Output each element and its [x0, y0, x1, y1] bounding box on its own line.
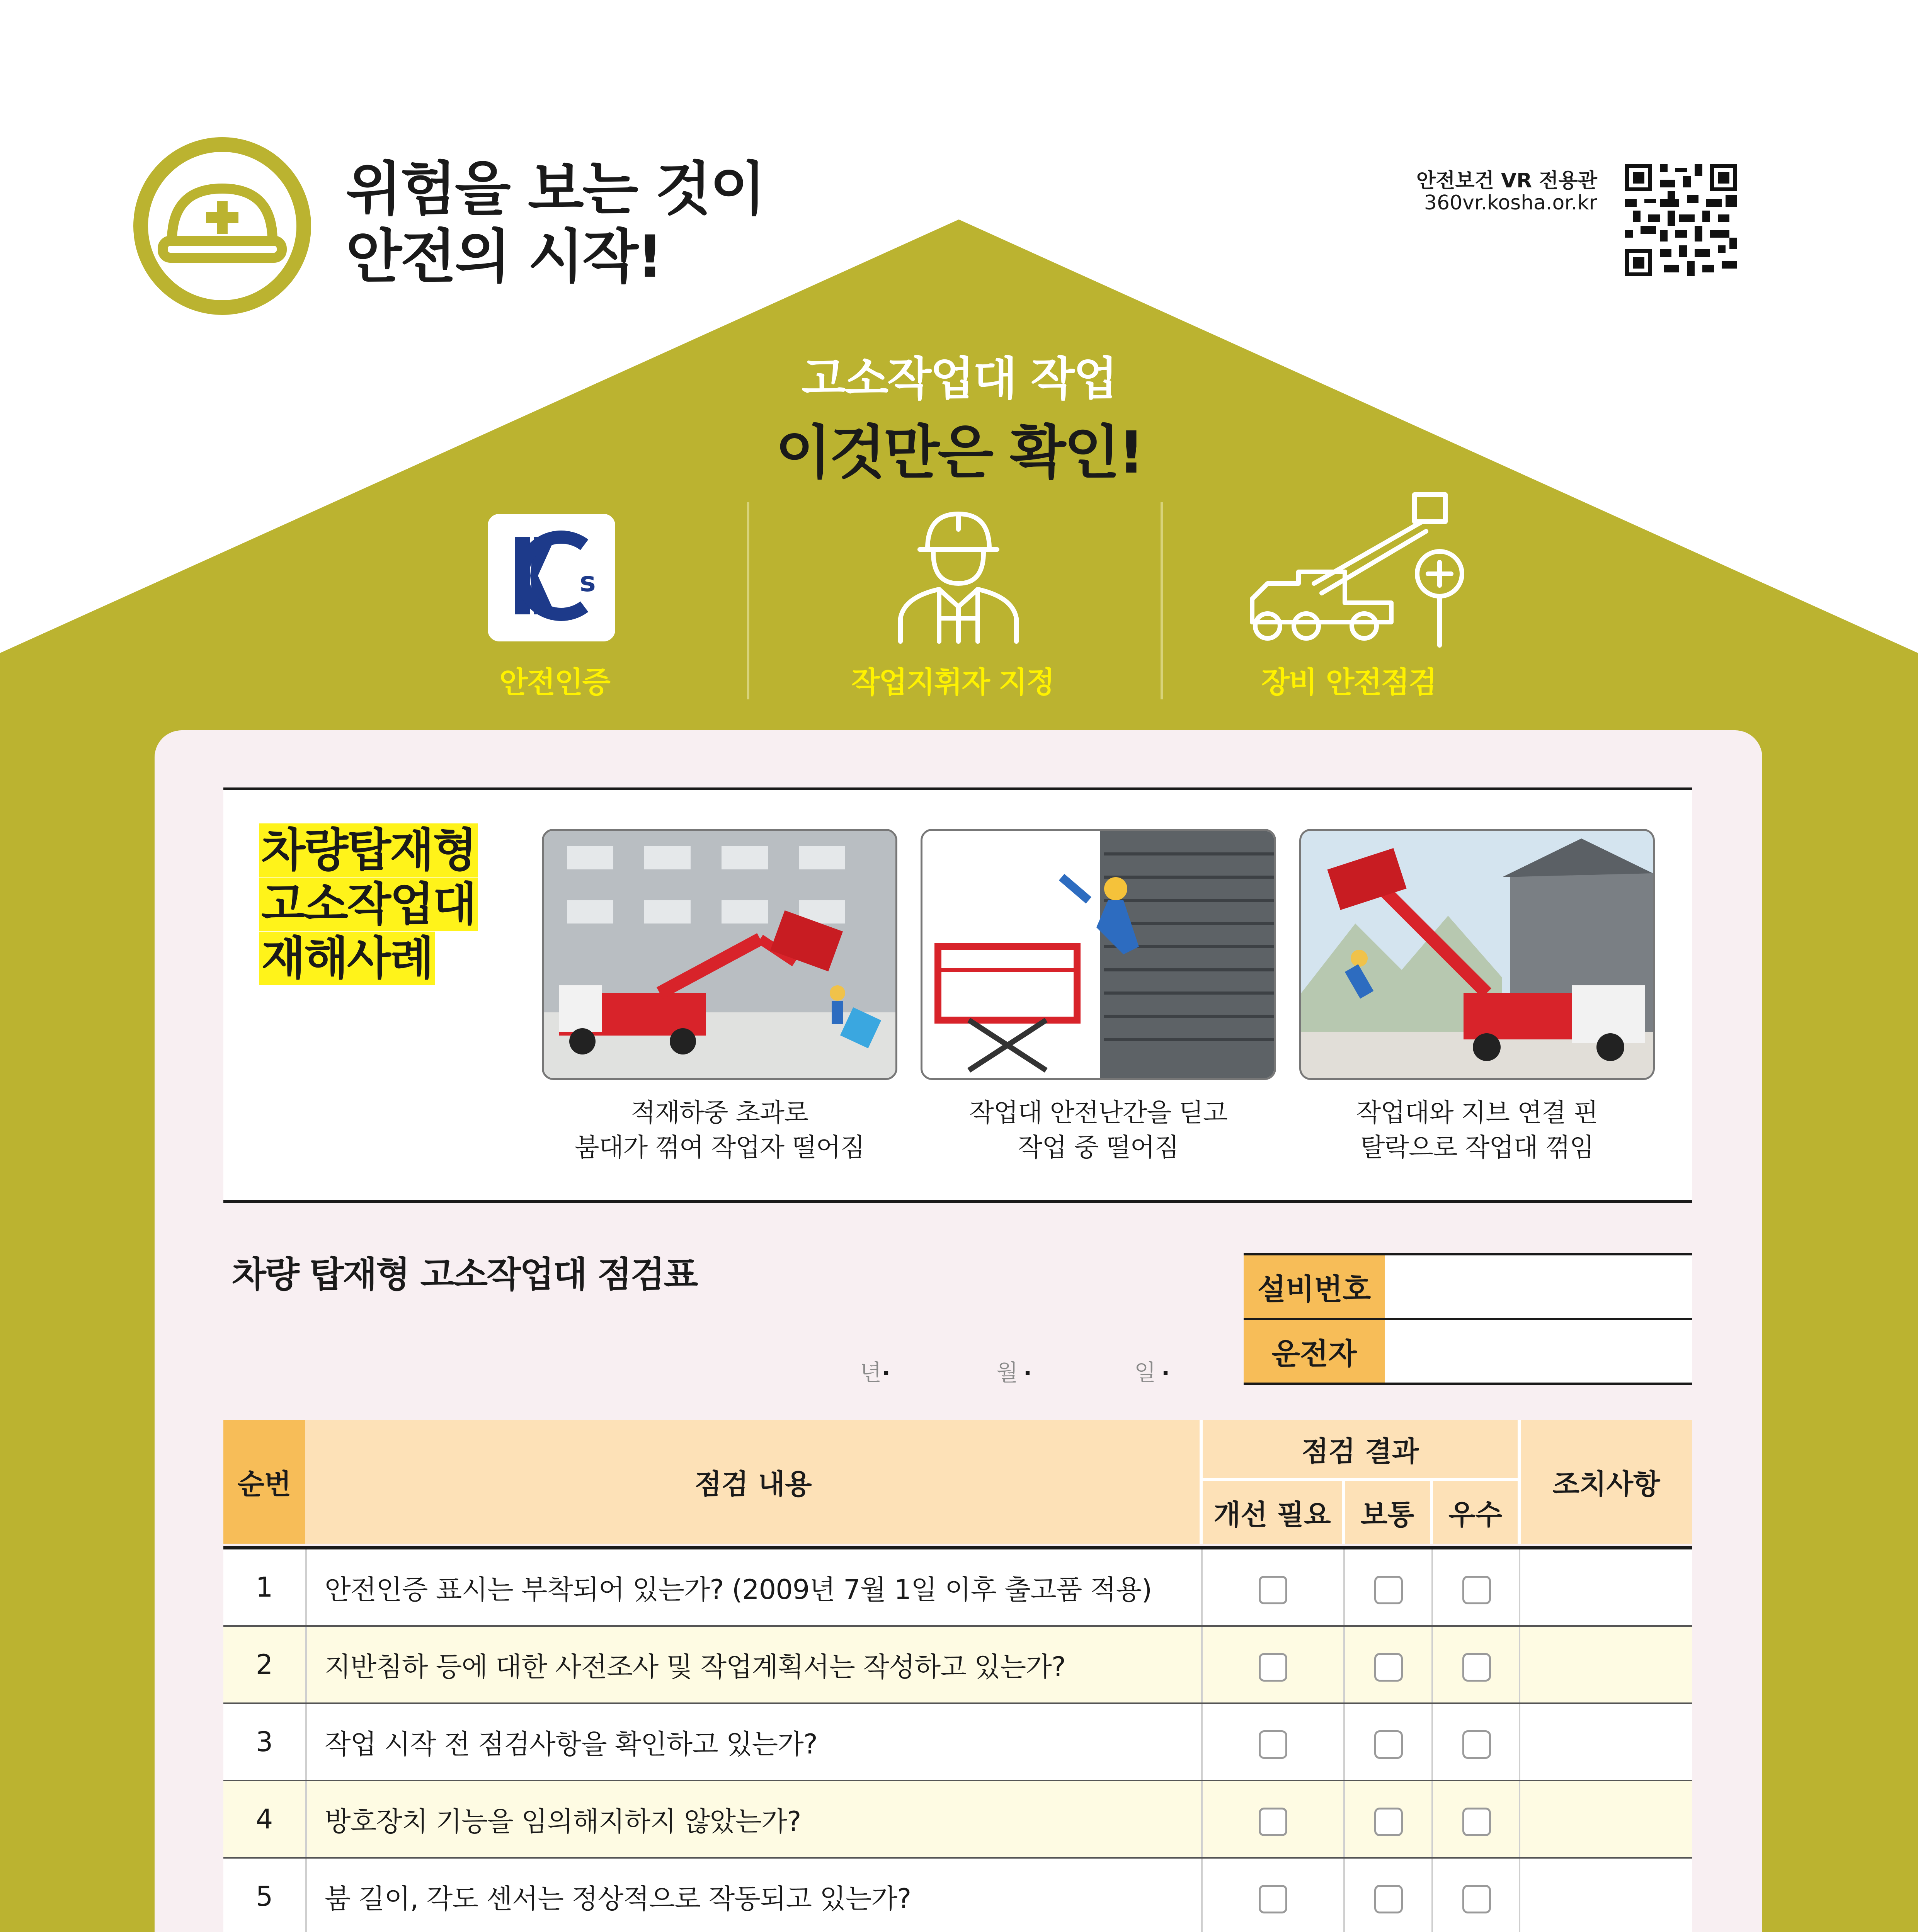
- row-number: 1: [255, 1571, 273, 1603]
- header-divider: [1203, 1478, 1518, 1481]
- row-check-item: 안전인증 표시는 부착되어 있는가? (2009년 7월 1일 이후 출고품 적용): [325, 1573, 1152, 1605]
- action-field[interactable]: [1522, 1781, 1692, 1857]
- column-divider: [1519, 1549, 1520, 1625]
- table-row: [223, 1704, 1692, 1781]
- column-divider: [1201, 1704, 1203, 1780]
- column-divider: [1431, 1859, 1433, 1932]
- column-divider: [1519, 1859, 1520, 1932]
- equipment-number-label: 설비번호: [1244, 1255, 1385, 1318]
- row-check-item: 방호장치 기능을 임의해지하지 않았는가?: [325, 1805, 801, 1837]
- checkbox-good[interactable]: [1462, 1808, 1491, 1836]
- action-field[interactable]: [1522, 1859, 1692, 1932]
- column-divider: [305, 1781, 307, 1857]
- column-divider: [1343, 1549, 1345, 1625]
- icon-label-certification: 안전인증: [499, 665, 610, 699]
- col-header-normal: 보통: [1360, 1498, 1414, 1531]
- kcs-certification-icon: [488, 514, 615, 641]
- case-caption-1: [507, 1095, 932, 1165]
- row-number: 3: [255, 1726, 273, 1758]
- column-divider: [305, 1704, 307, 1780]
- column-divider: [1431, 1704, 1433, 1780]
- checkbox-improve[interactable]: [1259, 1576, 1287, 1604]
- checkbox-good[interactable]: [1462, 1730, 1491, 1759]
- row-check-item: 작업 시작 전 점검사항을 확인하고 있는가?: [325, 1728, 817, 1760]
- row-number: 2: [255, 1649, 273, 1680]
- checklist-title: 차량 탑재형 고소작업대 점검표: [232, 1254, 697, 1295]
- row-number: 4: [255, 1803, 273, 1835]
- column-divider: [1201, 1627, 1203, 1702]
- column-divider: [1343, 1627, 1345, 1702]
- table-row: [223, 1859, 1692, 1932]
- action-field[interactable]: [1522, 1627, 1692, 1702]
- checkbox-improve[interactable]: [1259, 1885, 1287, 1913]
- accident-illustration-overload: [542, 829, 897, 1080]
- safety-helmet-logo-icon: [133, 137, 311, 315]
- header-divider: [1518, 1420, 1521, 1544]
- column-divider: [1431, 1549, 1433, 1625]
- cases-heading-line1: 차량탑재형: [259, 823, 478, 877]
- driver-label: 운전자: [1244, 1320, 1385, 1383]
- column-divider: [1343, 1704, 1345, 1780]
- column-divider: [1519, 1704, 1520, 1780]
- column-divider: [1201, 1549, 1203, 1625]
- cases-heading-line2: 고소작업대: [259, 878, 478, 931]
- case-caption-1-line1: 적재하중 초과로: [631, 1098, 808, 1128]
- table-row: [223, 1549, 1692, 1627]
- equipment-number-field[interactable]: [1385, 1255, 1692, 1318]
- header-divider: [1200, 1420, 1203, 1544]
- case-caption-2: [886, 1095, 1311, 1165]
- action-field[interactable]: [1522, 1549, 1692, 1625]
- col-header-action: 조치사항: [1552, 1468, 1660, 1500]
- header-divider: [1342, 1481, 1345, 1544]
- date-year-label: 년: [860, 1359, 882, 1386]
- table-row: [223, 1781, 1692, 1859]
- icon-divider: [1161, 502, 1163, 699]
- col-header-content: 점검 내용: [694, 1468, 812, 1500]
- case-caption-3-line1: 작업대와 지브 연결 핀: [1356, 1098, 1598, 1128]
- vr-label: 안전보건 VR 전용관: [1416, 169, 1597, 192]
- case-caption-2-line1: 작업대 안전난간을 딛고: [969, 1098, 1227, 1128]
- section-rule-top: [223, 787, 1692, 790]
- headline-line1: 위험을 보는 것이: [346, 156, 764, 223]
- qr-code-icon[interactable]: [1625, 164, 1737, 276]
- row-number: 5: [255, 1881, 273, 1912]
- column-divider: [305, 1549, 307, 1625]
- col-header-good: 우수: [1448, 1498, 1503, 1531]
- column-divider: [1519, 1627, 1520, 1702]
- vr-url[interactable]: 360vr.kosha.or.kr: [1424, 191, 1597, 214]
- checkbox-good[interactable]: [1462, 1885, 1491, 1913]
- case-caption-3-line2: 탈락으로 작업대 꺾임: [1360, 1133, 1594, 1162]
- date-dot: .: [882, 1354, 891, 1381]
- icon-label-equipment-check: 장비 안전점검: [1261, 665, 1436, 699]
- checkbox-good[interactable]: [1462, 1653, 1491, 1682]
- case-caption-2-line2: 작업 중 떨어짐: [1018, 1133, 1179, 1162]
- row-check-item: 지반침하 등에 대한 사전조사 및 작업계획서는 작성하고 있는가?: [325, 1651, 1066, 1683]
- banner-subtitle: 고소작업대 작업: [802, 352, 1116, 405]
- action-field[interactable]: [1522, 1704, 1692, 1780]
- cases-heading: [259, 823, 478, 985]
- checkbox-improve[interactable]: [1259, 1730, 1287, 1759]
- date-month-label: 월: [996, 1359, 1018, 1386]
- checkbox-good[interactable]: [1462, 1576, 1491, 1604]
- aerial-lift-inspection-icon: [1244, 491, 1476, 649]
- checkbox-improve[interactable]: [1259, 1653, 1287, 1682]
- svg-text:s: s: [580, 566, 596, 598]
- column-divider: [1201, 1859, 1203, 1932]
- col-header-improve: 개선 필요: [1213, 1498, 1331, 1531]
- date-dot: .: [1161, 1354, 1170, 1381]
- date-day-label: 일: [1134, 1359, 1156, 1386]
- header-divider: [1430, 1481, 1433, 1544]
- checkbox-normal[interactable]: [1374, 1653, 1403, 1682]
- icon-divider: [747, 502, 749, 699]
- icon-label-supervisor: 작업지휘자 지정: [851, 665, 1054, 699]
- column-divider: [305, 1859, 307, 1932]
- date-dot: .: [1023, 1354, 1032, 1381]
- cases-heading-line3: 재해사례: [259, 932, 435, 985]
- accident-illustration-guardrail: [921, 829, 1276, 1080]
- table-header-rule: [223, 1546, 1692, 1549]
- case-caption-3: [1264, 1095, 1690, 1165]
- headline-line2: 안전의 시작!: [346, 223, 662, 291]
- worker-helmet-icon: [881, 506, 1036, 645]
- column-divider: [1343, 1859, 1345, 1932]
- column-divider: [1519, 1781, 1520, 1857]
- column-divider: [1431, 1627, 1433, 1702]
- checkbox-normal[interactable]: [1374, 1576, 1403, 1604]
- driver-field[interactable]: [1385, 1320, 1692, 1383]
- column-divider: [1343, 1781, 1345, 1857]
- section-rule-bottom: [223, 1200, 1692, 1203]
- checkbox-normal[interactable]: [1374, 1730, 1403, 1759]
- column-divider: [305, 1627, 307, 1702]
- column-divider: [1201, 1781, 1203, 1857]
- accident-illustration-pin-failure: [1299, 829, 1655, 1080]
- col-header-no: 순번: [223, 1420, 305, 1544]
- checkbox-improve[interactable]: [1259, 1808, 1287, 1836]
- column-divider: [1431, 1781, 1433, 1857]
- table-row: [223, 1627, 1692, 1704]
- info-table-rule: [1244, 1383, 1692, 1385]
- banner-title: 이것만은 확인!: [775, 419, 1143, 486]
- row-check-item: 붐 길이, 각도 센서는 정상적으로 작동되고 있는가?: [325, 1883, 911, 1915]
- col-header-result: 점검 결과: [1301, 1435, 1419, 1468]
- checkbox-normal[interactable]: [1374, 1808, 1403, 1836]
- checkbox-normal[interactable]: [1374, 1885, 1403, 1913]
- case-caption-1-line2: 붐대가 꺾여 작업자 떨어짐: [574, 1133, 865, 1162]
